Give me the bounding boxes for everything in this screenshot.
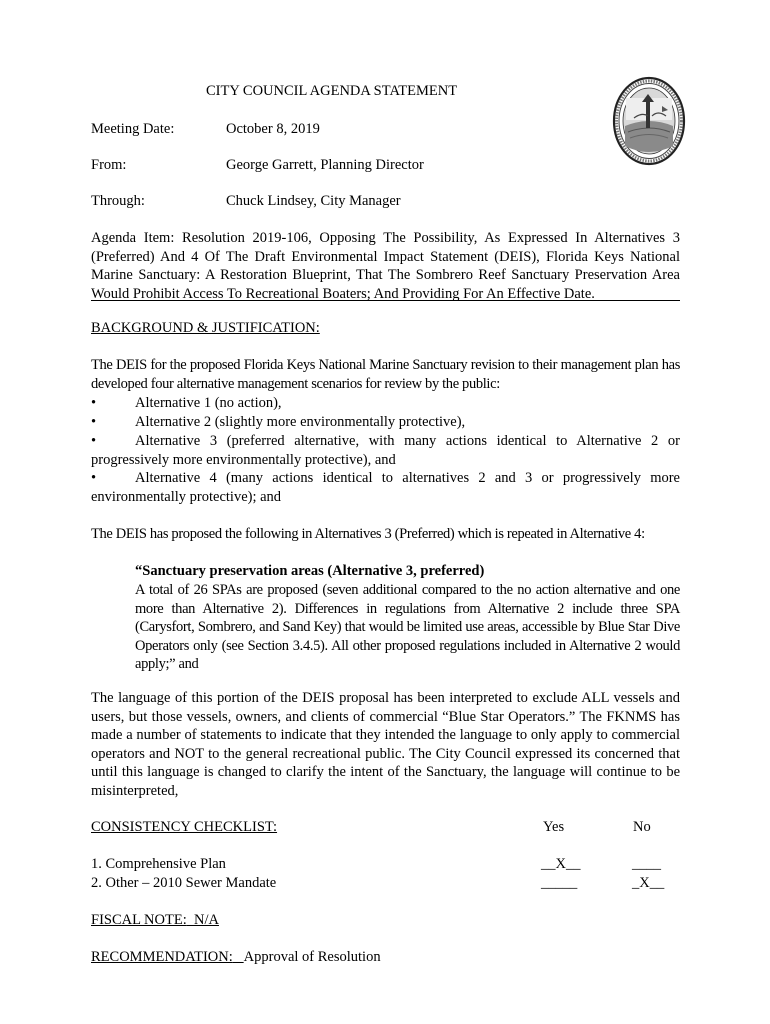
bullet-icon: • [91, 470, 97, 486]
quote-heading: “Sanctuary preservation areas (Alternative 3, preferred) [135, 563, 485, 579]
recommendation [91, 948, 381, 967]
checklist-heading: CONSISTENCY CHECKLIST: [91, 819, 278, 835]
bullet-item: • Alternative 4 (many actions identical to alternatives 2 and 3 or progressively more environmentally protective); and [91, 470, 680, 505]
fiscal-note [91, 911, 219, 930]
through-label: Through: [91, 193, 145, 209]
from-label: From: [91, 157, 127, 173]
checklist-row-no: ____ [632, 856, 661, 872]
recommendation-label: RECOMMENDATION: [91, 949, 233, 965]
bullet-item: • Alternative 3 (preferred alternative, with many actions identical to Alternative 2 or progressively more environmentally protective), and [91, 433, 680, 468]
checklist-row-label: 2. Other – 2010 Sewer Mandate [91, 875, 277, 891]
city-seal-icon [612, 76, 686, 166]
bullet-item: • Alternative 2 (slightly more environmentally protective), [91, 414, 466, 430]
through-value: Chuck Lindsey, City Manager [226, 193, 401, 209]
quote-body: A total of 26 SPAs are proposed (seven additional compared to the no action alternative and one more than Alternative 2). Differences in regulations from Alternative 2 include three SPA (Carysfort, Sombrero, and Sand Key) that would be limited use areas, accessible by Blue Star Dive Operators only (see Section 3.4.5). All other proposed regulations included in Alternative 2 would apply;” and [135, 582, 680, 673]
bullet-icon: • [91, 395, 97, 411]
document-title: CITY COUNCIL AGENDA STATEMENT [206, 83, 458, 99]
fiscal-note-label: FISCAL NOTE: [91, 912, 187, 928]
checklist-row-label: 1. Comprehensive Plan [91, 856, 226, 872]
bullet-icon: • [91, 433, 97, 449]
agenda-item-text: Agenda Item: Resolution 2019-106, Opposing The Possibility, As Expressed In Alternatives 3 (Preferred) And 4 Of The Draft Environmental Impact Statement (DEIS), Florida Keys National Marine Sanctuary: A Restoration Blueprint, That The Sombrero Reef Sanctuary Preservation Area Would Prohibit Access To Recreational Boaters; And Providing For An Effective Date. [91, 230, 680, 302]
bullet-item: • Alternative 1 (no action), [91, 395, 282, 411]
deis-intro: The DEIS has proposed the following in Alternatives 3 (Preferred) which is repeated in Alternative 4: [91, 526, 645, 542]
meeting-date-label: Meeting Date: [91, 121, 175, 137]
meeting-date-value: October 8, 2019 [226, 121, 320, 137]
interpretation-paragraph: The language of this portion of the DEIS proposal has been interpreted to exclude ALL vessels and users, but those vessels, owners, and clients of commercial “Blue Star Operators.” The FKNMS has made a number of statements to indicate that they intended the language to only apply to commercial operators and NOT to the general recreational public. The City Council expressed its concerned that until this language is changed to clarify the intent of the Sanctuary, the language will continue to be misinterpreted, [91, 690, 680, 799]
recommendation-value: Approval of Resolution [243, 949, 381, 965]
fiscal-note-value: N/A [193, 912, 219, 928]
background-heading: BACKGROUND & JUSTIFICATION: [91, 320, 320, 336]
bullet-icon: • [91, 414, 97, 430]
checklist-no-header: No [633, 819, 651, 835]
from-value: George Garrett, Planning Director [226, 157, 424, 173]
checklist-row-yes: _____ [541, 875, 578, 891]
checklist-row-yes: __X__ [541, 856, 581, 872]
checklist-row-no: _X__ [632, 875, 665, 891]
checklist-yes-header: Yes [543, 819, 565, 835]
agenda-item-divider [91, 300, 680, 301]
background-intro: The DEIS for the proposed Florida Keys National Marine Sanctuary revision to their management plan has developed four alternative management scenarios for review by the public: [91, 357, 680, 392]
